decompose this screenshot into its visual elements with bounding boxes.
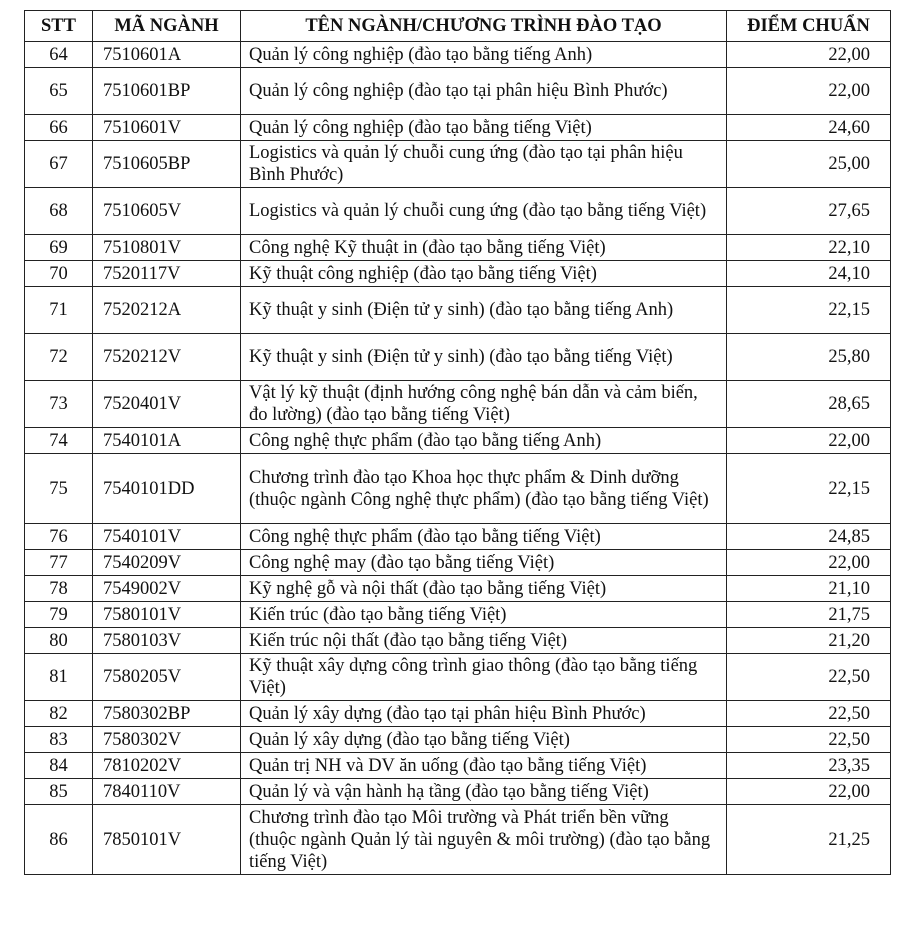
row-ten-nganh: Quản lý xây dựng (đào tạo tại phân hiệu Bình Phước) — [241, 701, 727, 727]
row-stt: 75 — [25, 454, 93, 524]
row-stt: 67 — [25, 141, 93, 188]
row-diem-chuan: 25,00 — [727, 141, 891, 188]
row-stt: 83 — [25, 727, 93, 753]
row-ma-nganh: 7540101V — [93, 524, 241, 550]
row-diem-chuan: 21,25 — [727, 805, 891, 875]
row-stt: 72 — [25, 334, 93, 381]
header-ten-nganh: TÊN NGÀNH/CHƯƠNG TRÌNH ĐÀO TẠO — [241, 11, 727, 42]
table-row — [25, 42, 891, 68]
row-ten-nganh: Logistics và quản lý chuỗi cung ứng (đào tạo bằng tiếng Việt) — [241, 188, 727, 235]
row-ma-nganh: 7549002V — [93, 576, 241, 602]
row-ten-nganh: Kỹ thuật y sinh (Điện tử y sinh) (đào tạo bằng tiếng Anh) — [241, 287, 727, 334]
row-ma-nganh: 7580205V — [93, 654, 241, 701]
row-ten-nganh: Kỹ thuật xây dựng công trình giao thông (đào tạo bằng tiếng Việt) — [241, 654, 727, 701]
row-ma-nganh: 7850101V — [93, 805, 241, 875]
header-diem-chuan: ĐIỂM CHUẨN — [727, 11, 891, 42]
row-ma-nganh: 7510605V — [93, 188, 241, 235]
row-ten-nganh: Quản lý và vận hành hạ tầng (đào tạo bằng tiếng Việt) — [241, 779, 727, 805]
row-diem-chuan: 28,65 — [727, 381, 891, 428]
row-ten-nganh: Kỹ thuật công nghiệp (đào tạo bằng tiếng Việt) — [241, 261, 727, 287]
table-row — [25, 235, 891, 261]
table-row — [25, 628, 891, 654]
row-diem-chuan: 22,50 — [727, 727, 891, 753]
row-stt: 73 — [25, 381, 93, 428]
row-ten-nganh: Kỹ thuật y sinh (Điện tử y sinh) (đào tạo bằng tiếng Việt) — [241, 334, 727, 381]
row-ma-nganh: 7520401V — [93, 381, 241, 428]
row-ten-nganh: Kiến trúc (đào tạo bằng tiếng Việt) — [241, 602, 727, 628]
row-stt: 76 — [25, 524, 93, 550]
row-diem-chuan: 21,10 — [727, 576, 891, 602]
row-diem-chuan: 21,20 — [727, 628, 891, 654]
row-ma-nganh: 7540101DD — [93, 454, 241, 524]
row-ma-nganh: 7840110V — [93, 779, 241, 805]
table-row — [25, 287, 891, 334]
row-ten-nganh: Công nghệ may (đào tạo bằng tiếng Việt) — [241, 550, 727, 576]
table-row — [25, 115, 891, 141]
header-stt: STT — [25, 11, 93, 42]
table-row — [25, 381, 891, 428]
row-stt: 77 — [25, 550, 93, 576]
row-diem-chuan: 24,10 — [727, 261, 891, 287]
table-row — [25, 68, 891, 115]
row-ten-nganh: Chương trình đào tạo Khoa học thực phẩm & Dinh dưỡng (thuộc ngành Công nghệ thực phẩm) (đào tạo bằng tiếng Việt) — [241, 454, 727, 524]
table-row — [25, 428, 891, 454]
table-header-row — [25, 11, 891, 42]
row-ten-nganh: Công nghệ Kỹ thuật in (đào tạo bằng tiếng Việt) — [241, 235, 727, 261]
row-ma-nganh: 7540209V — [93, 550, 241, 576]
row-ten-nganh: Công nghệ thực phẩm (đào tạo bằng tiếng Anh) — [241, 428, 727, 454]
row-stt: 69 — [25, 235, 93, 261]
row-ma-nganh: 7580101V — [93, 602, 241, 628]
table-row — [25, 454, 891, 524]
row-diem-chuan: 23,35 — [727, 753, 891, 779]
table-row — [25, 524, 891, 550]
table-row — [25, 261, 891, 287]
row-stt: 74 — [25, 428, 93, 454]
row-stt: 68 — [25, 188, 93, 235]
header-ma-nganh: MÃ NGÀNH — [93, 11, 241, 42]
row-diem-chuan: 24,85 — [727, 524, 891, 550]
table-row — [25, 576, 891, 602]
row-stt: 80 — [25, 628, 93, 654]
row-stt: 65 — [25, 68, 93, 115]
table-row — [25, 188, 891, 235]
row-ma-nganh: 7520117V — [93, 261, 241, 287]
row-diem-chuan: 22,00 — [727, 779, 891, 805]
row-stt: 84 — [25, 753, 93, 779]
table-row — [25, 727, 891, 753]
row-stt: 82 — [25, 701, 93, 727]
table-row — [25, 805, 891, 875]
row-ma-nganh: 7520212A — [93, 287, 241, 334]
row-diem-chuan: 22,15 — [727, 454, 891, 524]
table-row — [25, 753, 891, 779]
row-ma-nganh: 7810202V — [93, 753, 241, 779]
row-ten-nganh: Quản lý công nghiệp (đào tạo bằng tiếng Việt) — [241, 115, 727, 141]
row-ma-nganh: 7580103V — [93, 628, 241, 654]
row-stt: 70 — [25, 261, 93, 287]
row-diem-chuan: 22,00 — [727, 550, 891, 576]
row-ten-nganh: Quản trị NH và DV ăn uống (đào tạo bằng tiếng Việt) — [241, 753, 727, 779]
row-diem-chuan: 22,10 — [727, 235, 891, 261]
row-ten-nganh: Công nghệ thực phẩm (đào tạo bằng tiếng Việt) — [241, 524, 727, 550]
row-ma-nganh: 7510601V — [93, 115, 241, 141]
row-ten-nganh: Vật lý kỹ thuật (định hướng công nghệ bán dẫn và cảm biến, đo lường) (đào tạo bằng tiếng Việt) — [241, 381, 727, 428]
table-row — [25, 654, 891, 701]
row-diem-chuan: 24,60 — [727, 115, 891, 141]
row-ten-nganh: Quản lý công nghiệp (đào tạo bằng tiếng Anh) — [241, 42, 727, 68]
table-body — [25, 42, 891, 875]
row-stt: 81 — [25, 654, 93, 701]
row-ten-nganh: Kỹ nghệ gỗ và nội thất (đào tạo bằng tiếng Việt) — [241, 576, 727, 602]
table-row — [25, 602, 891, 628]
table-row — [25, 701, 891, 727]
row-diem-chuan: 21,75 — [727, 602, 891, 628]
row-diem-chuan: 22,00 — [727, 68, 891, 115]
row-stt: 64 — [25, 42, 93, 68]
row-diem-chuan: 22,00 — [727, 42, 891, 68]
row-ma-nganh: 7540101A — [93, 428, 241, 454]
row-ma-nganh: 7510605BP — [93, 141, 241, 188]
admission-score-table — [24, 10, 891, 875]
table-row — [25, 141, 891, 188]
row-ten-nganh: Kiến trúc nội thất (đào tạo bằng tiếng Việt) — [241, 628, 727, 654]
admission-score-table-page — [24, 10, 890, 875]
row-ten-nganh: Chương trình đào tạo Môi trường và Phát triển bền vững (thuộc ngành Quản lý tài nguyên & môi trường) (đào tạo bằng tiếng Việt) — [241, 805, 727, 875]
row-stt: 85 — [25, 779, 93, 805]
row-ma-nganh: 7580302BP — [93, 701, 241, 727]
row-diem-chuan: 22,15 — [727, 287, 891, 334]
table-row — [25, 334, 891, 381]
row-ten-nganh: Quản lý công nghiệp (đào tạo tại phân hiệu Bình Phước) — [241, 68, 727, 115]
row-ma-nganh: 7510601A — [93, 42, 241, 68]
row-diem-chuan: 22,50 — [727, 701, 891, 727]
row-stt: 79 — [25, 602, 93, 628]
row-ma-nganh: 7510601BP — [93, 68, 241, 115]
row-diem-chuan: 27,65 — [727, 188, 891, 235]
row-diem-chuan: 25,80 — [727, 334, 891, 381]
row-ma-nganh: 7580302V — [93, 727, 241, 753]
table-row — [25, 550, 891, 576]
row-ma-nganh: 7510801V — [93, 235, 241, 261]
row-ma-nganh: 7520212V — [93, 334, 241, 381]
row-ten-nganh: Logistics và quản lý chuỗi cung ứng (đào tạo tại phân hiệu Bình Phước) — [241, 141, 727, 188]
row-diem-chuan: 22,50 — [727, 654, 891, 701]
row-stt: 86 — [25, 805, 93, 875]
row-stt: 78 — [25, 576, 93, 602]
row-diem-chuan: 22,00 — [727, 428, 891, 454]
row-stt: 66 — [25, 115, 93, 141]
table-row — [25, 779, 891, 805]
row-ten-nganh: Quản lý xây dựng (đào tạo bằng tiếng Việt) — [241, 727, 727, 753]
row-stt: 71 — [25, 287, 93, 334]
